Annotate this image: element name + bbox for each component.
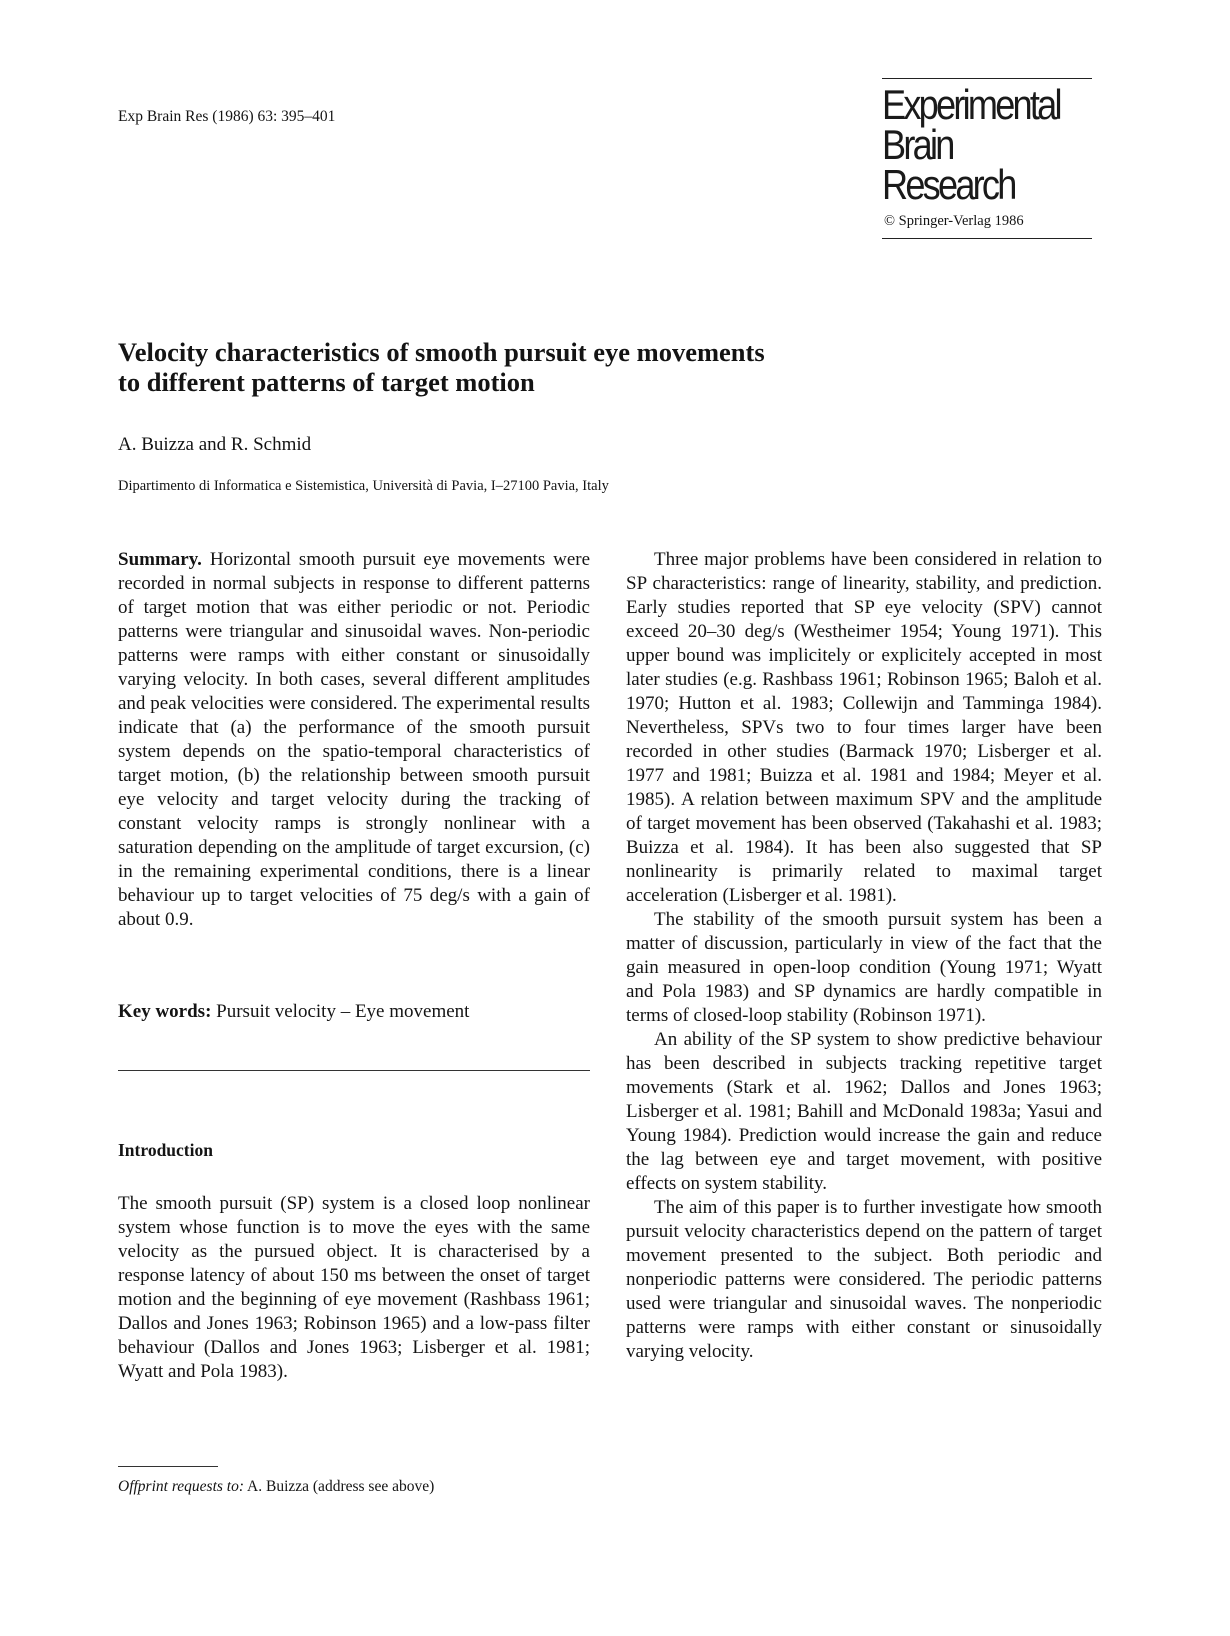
affiliation: Dipartimento di Informatica e Sistemistica, Università di Pavia, I–27100 Pavia, Italy: [118, 478, 609, 494]
introduction-paragraph: The smooth pursuit (SP) system is a closed loop nonlinear system whose function is to move the eyes with the same velocity as the pursued object. It is characterised by a response latency of about 150 ms between the onset of target motion and the beginning of eye movement (Rashbass 1961; Dallos and Jones 1963; Robinson 1965) and a low-pass filter behaviour (Dallos and Jones 1963; Lisberger et al. 1981; Wyatt and Pola 1983).: [118, 1193, 590, 1382]
footnote-label: Offprint requests to:: [118, 1478, 245, 1495]
title-line-2: to different patterns of target motion: [118, 367, 535, 397]
right-column: [626, 548, 1102, 1364]
journal-citation: Exp Brain Res (1986) 63: 395–401: [118, 108, 336, 125]
masthead-top-rule: [882, 78, 1092, 79]
section-divider: [118, 1070, 590, 1071]
journal-masthead: [882, 78, 1092, 239]
title-line-1: Velocity characteristics of smooth pursuit eye movements: [118, 337, 765, 367]
summary-text: Horizontal smooth pursuit eye movements were recorded in normal subjects in response to different patterns of target motion that was either periodic or not. Periodic patterns were triangular and sinusoidal waves. Non-periodic patterns were ramps with either constant or sinusoidally varying velocity. In both cases, several different amplitudes and peak velocities were considered. The experimental results indicate that (a) the performance of the smooth pursuit system depends on the spatio-temporal characteristics of target motion, (b) the relationship between smooth pursuit eye velocity and target velocity during the tracking of constant velocity ramps is strongly nonlinear with a saturation depending on the amplitude of target excursion, (c) in the remaining experimental conditions, there is a linear behaviour up to target velocities of 75 deg/s with a gain of about 0.9.: [118, 549, 591, 930]
footnote: [118, 1478, 434, 1496]
summary-label: Summary.: [118, 549, 202, 570]
paragraph-aim: The aim of this paper is to further investigate how smooth pursuit velocity characteristics depend on the pattern of target movement presented to the subject. Both periodic and nonperiodic patterns were considered. The periodic patterns used were triangular and sinusoidal waves. The nonperiodic patterns were ramps with either constant or sinusoidally varying velocity.: [626, 1197, 1102, 1362]
paragraph-problems: Three major problems have been considered in relation to SP characteristics: range of linearity, stability, and prediction. Early studies reported that SP eye velocity (SPV) cannot exceed 20–30 deg/s (Westheimer 1954; Young 1971). This upper bound was implicitely or explicitely accepted in most later studies (e.g. Rashbass 1961; Robinson 1965; Baloh et al. 1970; Hutton et al. 1983; Collewijn and Tamminga 1984). Nevertheless, SPVs two to four times larger have been recorded in other studies (Barmack 1970; Lisberger et al. 1977 and 1981; Buizza et al. 1981 and 1984; Meyer et al. 1985). A relation between maximum SPV and the amplitude of target movement has been observed (Takahashi et al. 1983; Buizza et al. 1984). It has been also suggested that SP nonlinearity is primarily related to maximal target acceleration (Lisberger et al. 1981).: [626, 549, 1102, 906]
journal-logo: [882, 81, 1063, 208]
journal-logo-line2: Brain Research: [882, 121, 1015, 208]
footnote-rule: [118, 1466, 218, 1467]
journal-logo-line1: Experimental: [882, 81, 1060, 128]
keywords-section: [118, 1000, 590, 1024]
keywords-label: Key words:: [118, 1001, 212, 1022]
paragraph-prediction: An ability of the SP system to show predictive behaviour has been described in subjects tracking repetitive target movements (Stark et al. 1962; Dallos and Jones 1963; Lisberger et al. 1981; Bahill and McDonald 1983a; Yasui and Young 1984). Prediction would increase the gain and reduce the lag between eye and target movement, with positive effects on system stability.: [626, 1029, 1102, 1194]
introduction-section: [118, 1192, 590, 1384]
keywords-text: Pursuit velocity – Eye movement: [216, 1001, 470, 1022]
introduction-heading: Introduction: [118, 1140, 213, 1160]
authors: A. Buizza and R. Schmid: [118, 434, 312, 455]
masthead-bottom-rule: [882, 238, 1092, 239]
paper-title: [118, 337, 878, 397]
copyright-notice: © Springer-Verlag 1986: [884, 213, 1024, 229]
summary-section: [118, 548, 590, 932]
footnote-text: A. Buizza (address see above): [247, 1478, 435, 1495]
paragraph-stability: The stability of the smooth pursuit system has been a matter of discussion, particularly in view of the fact that the gain measured in open-loop condition (Young 1971; Wyatt and Pola 1983) and SP dynamics are hardly compatible in terms of closed-loop stability (Robinson 1971).: [626, 909, 1102, 1026]
